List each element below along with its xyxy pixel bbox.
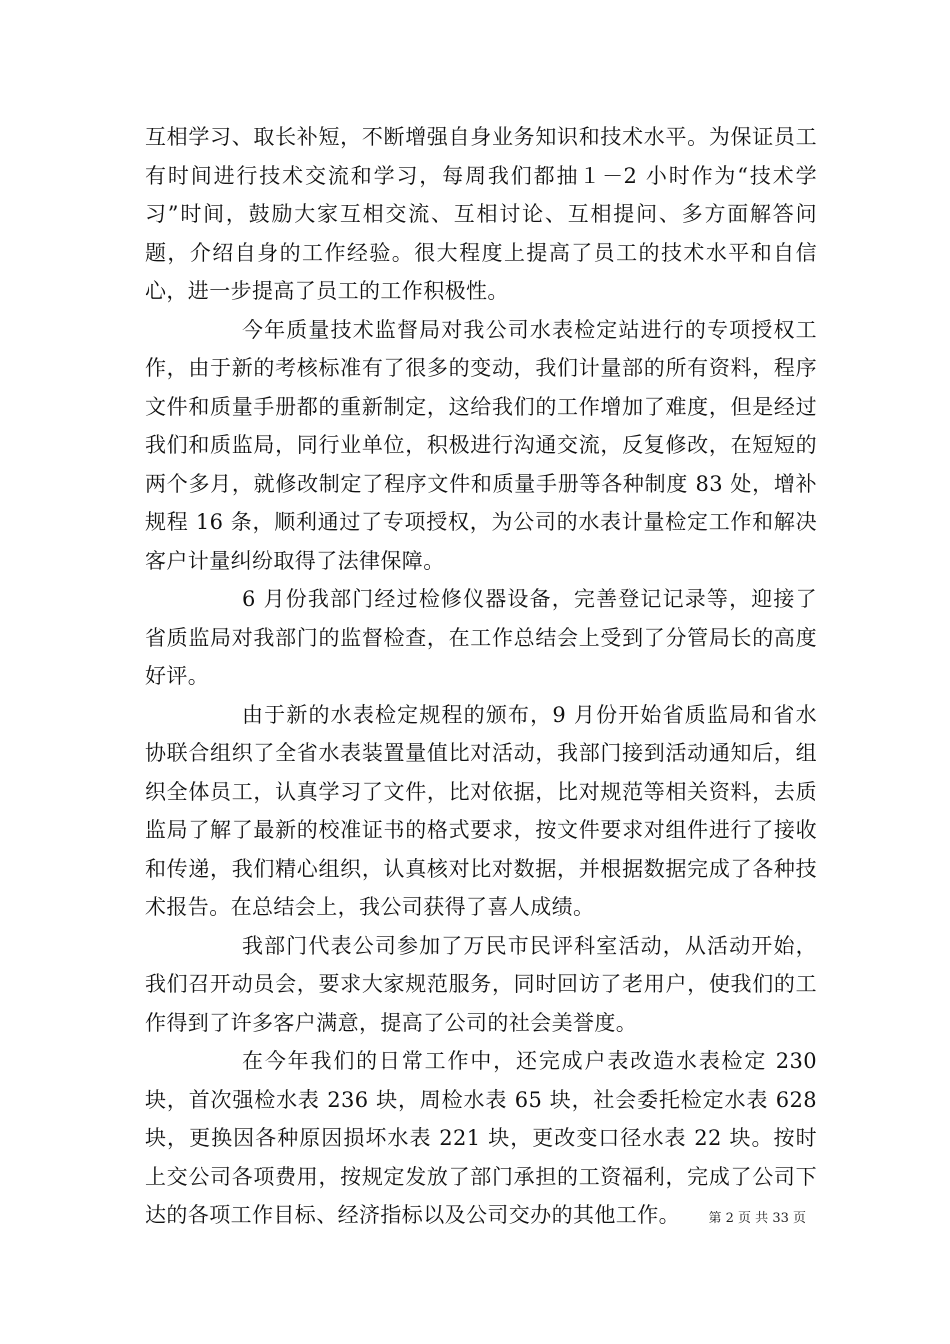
paragraph-6: 在今年我们的日常工作中，还完成户表改造水表检定 230 块，首次强检水表 236 块，周检水表 65 块，社会委托检定水表 628 块，更换因各种原因损坏水表 221 块，更改变口径水表 22 块。按时上交公司各项费用，按规定发放了部门承担的工资福利，完成了公司下达的各项工作目标、经济指标以及公司交办的其他工作。 xyxy=(145,1049,817,1227)
paragraph-4: 由于新的水表检定规程的颁布，9 月份开始省质监局和省水协联合组织了全省水表装置量值比对活动，我部门接到活动通知后，组织全体员工，认真学习了文件，比对依据，比对规范等相关资料，去质监局了解了最新的校准证书的格式要求，按文件要求对组件进行了接收和传递，我们精心组织，认真核对比对数据，并根据数据完成了各种技术报告。在总结会上，我公司获得了喜人成绩。 xyxy=(145,702,817,919)
paragraph-3: 6 月份我部门经过检修仪器设备，完善登记记录等，迎接了省质监局对我部门的监督检查，在工作总结会上受到了分管局长的高度好评。 xyxy=(145,587,817,688)
paragraph-5: 我部门代表公司参加了万民市民评科室活动，从活动开始，我们召开动员会，要求大家规范服务，同时回访了老用户，使我们的工作得到了许多客户满意，提高了公司的社会美誉度。 xyxy=(145,933,817,1035)
document-body xyxy=(145,118,817,1235)
paragraph-2: 今年质量技术监督局对我公司水表检定站进行的专项授权工作，由于新的考核标准有了很多的变动，我们计量部的所有资料，程序文件和质量手册都的重新制定，这给我们的工作增加了难度，但是经过我们和质监局，同行业单位，积极进行沟通交流，反复修改，在短短的两个多月，就修改制定了程序文件和质量手册等各种制度 83 处，增补规程 16 条，顺利通过了专项授权，为公司的水表计量检定工作和解决客户计量纠纷取得了法律保障。 xyxy=(145,317,817,573)
paragraph-1: 互相学习、取长补短，不断增强自身业务知识和技术水平。为保证员工有时间进行技术交流和学习，每周我们都抽１－2 小时作为“技术学习”时间，鼓励大家互相交流、互相讨论、互相提问、多方面解答问题，介绍自身的工作经验。很大程度上提高了员工的技术水平和自信心，进一步提高了员工的工作积极性。 xyxy=(145,125,817,303)
page-footer: 第 2 页 共 33 页 xyxy=(708,1211,806,1226)
